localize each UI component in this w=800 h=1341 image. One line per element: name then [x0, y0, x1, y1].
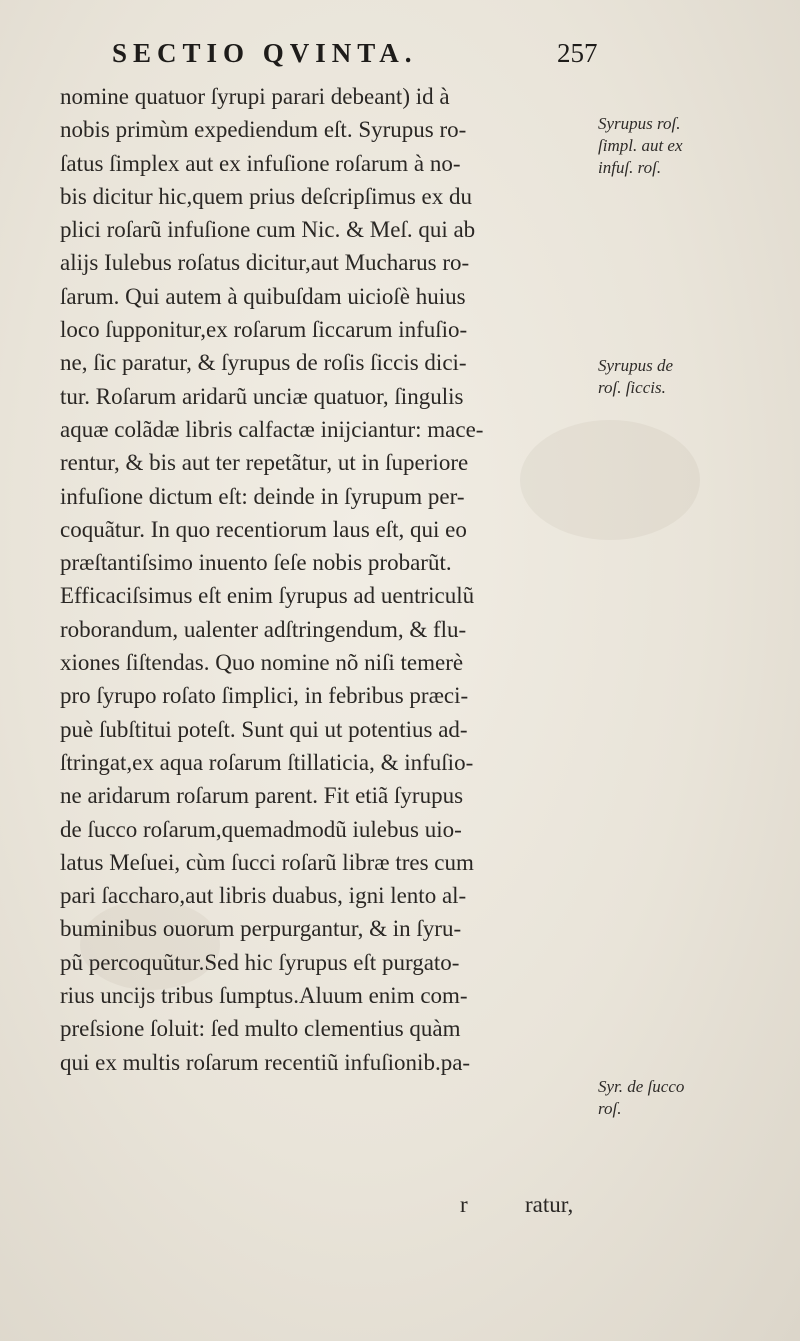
text-line: rentur, & bis aut ter repetãtur, ut in ſuperiore	[60, 450, 469, 476]
text-line: pũ percoquũtur.Sed hic ſyrupus eſt purgato-	[60, 949, 460, 975]
text-line: buminibus ouorum perpurgantur, & in ſyru-	[60, 916, 462, 942]
margin-note-line: roſ.	[598, 1099, 622, 1118]
text-line: tur. Roſarum aridarũ unciæ quatuor, ſingulis	[60, 383, 464, 409]
margin-notes	[598, 0, 798, 1341]
text-line: pro ſyrupo roſato ſimplici, in febribus præci-	[60, 683, 469, 709]
body-text	[60, 80, 620, 1079]
text-line: xiones ſiſtendas. Quo nomine nõ niſi temerè	[60, 650, 464, 676]
margin-note-line: Syrupus roſ.	[598, 114, 681, 133]
text-line: latus Meſuei, cùm ſucci roſarũ libræ tres cum	[60, 849, 474, 875]
margin-note-syrupus-de-succo	[598, 1076, 684, 1120]
text-line: plici roſarũ infuſione cum Nic. & Meſ. qui ab	[60, 217, 476, 243]
text-line: puè ſubſtitui poteſt. Sunt qui ut potentius ad-	[60, 716, 468, 742]
text-line: Efficaciſsimus eſt enim ſyrupus ad uentriculũ	[60, 583, 475, 609]
page-number: 257	[557, 38, 598, 68]
text-line: coquãtur. In quo recentiorum laus eſt, qui eo	[60, 516, 467, 542]
margin-note-syrupus-de-rosis-siccis	[598, 355, 673, 399]
text-line: ne, ſic paratur, & ſyrupus de roſis ſiccis dici-	[60, 350, 467, 376]
text-line: ſtringat,ex aqua roſarum ſtillaticia, & infuſio-	[60, 749, 474, 775]
signature-mark: r	[460, 1192, 468, 1217]
text-line: loco ſupponitur,ex roſarum ſiccarum infuſio-	[60, 317, 468, 343]
text-line: nobis primùm expediendum eſt. Syrupus ro-	[60, 117, 467, 143]
text-line: infuſione dictum eſt: deinde in ſyrupum per-	[60, 483, 465, 509]
text-line: de ſucco roſarum,quemadmodũ iulebus uio-	[60, 816, 462, 842]
text-line: ſarum. Qui autem à quibuſdam uicioſè huius	[60, 283, 466, 309]
text-line: aquæ colãdæ libris calfactæ inijciantur: mace-	[60, 416, 484, 442]
text-line: ne aridarum roſarum parent. Fit etiã ſyrupus	[60, 783, 464, 809]
section-title: SECTIO QVINTA.	[112, 38, 418, 68]
margin-note-syrupus-rosatus	[598, 113, 683, 179]
catchword: ratur,	[525, 1192, 574, 1217]
text-line: ſatus ſimplex aut ex infuſione roſarum à no-	[60, 150, 461, 176]
text-line: bis dicitur hic,quem prius deſcripſimus ex du	[60, 183, 473, 209]
text-line: præſtantiſsimo inuento ſeſe nobis probarũt.	[60, 550, 452, 576]
margin-note-line: Syrupus de	[598, 356, 674, 375]
text-line: roborandum, ualenter adſtringendum, & flu-	[60, 616, 467, 642]
margin-note-line: Syr. de ſucco	[598, 1077, 685, 1096]
margin-note-line: ſimpl. aut ex	[598, 136, 683, 155]
text-line: rius uncijs tribus ſumptus.Aluum enim com-	[60, 983, 468, 1009]
margin-note-line: infuſ. roſ.	[598, 158, 662, 177]
text-line: alijs Iulebus roſatus dicitur,aut Mucharus ro-	[60, 250, 470, 276]
text-line: qui ex multis roſarum recentiũ infuſionib.pa-	[60, 1049, 471, 1075]
text-line: preſsione ſoluit: ſed multo clementius quàm	[60, 1016, 461, 1042]
text-line: pari ſaccharo,aut libris duabus, igni lento al-	[60, 883, 467, 909]
text-line: nomine quatuor ſyrupi parari debeant) id à	[60, 84, 450, 109]
margin-note-line: roſ. ſiccis.	[598, 378, 666, 397]
